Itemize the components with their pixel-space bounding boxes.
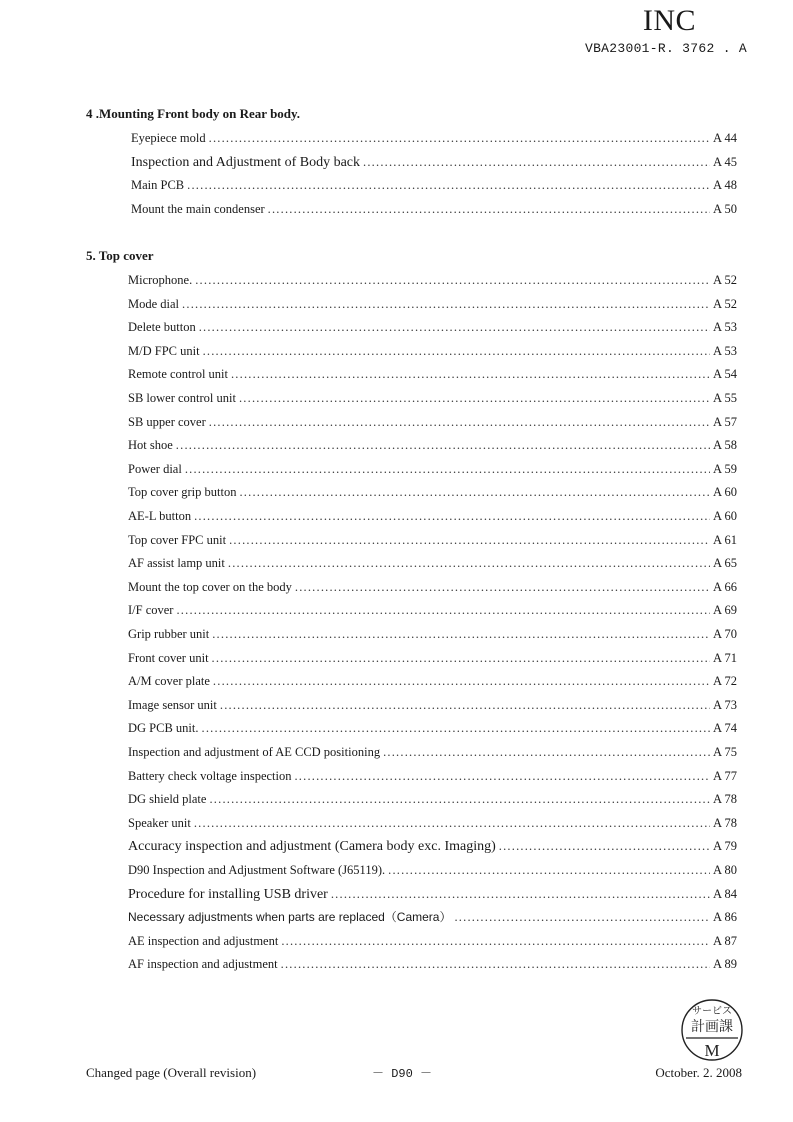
toc-entry-page: A 77 — [713, 769, 737, 783]
dot-leader — [194, 815, 710, 831]
toc-entry-title: Top cover FPC unit — [128, 533, 227, 547]
dot-leader — [203, 343, 710, 359]
toc-entry-title: I/F cover — [128, 603, 174, 617]
toc-entry-page: A 69 — [713, 603, 737, 617]
service-planning-stamp — [680, 998, 744, 1062]
toc-entry-title: Microphone. — [128, 273, 193, 287]
toc-entry-page: A 86 — [713, 910, 737, 924]
toc-entry-page: A 65 — [713, 556, 737, 570]
toc-entry[interactable] — [128, 862, 737, 878]
toc-entry[interactable] — [128, 532, 737, 548]
toc-entry-page: A 78 — [713, 816, 737, 830]
toc-entry-page: A 53 — [713, 344, 737, 358]
dot-leader — [176, 437, 710, 453]
toc-entry[interactable] — [128, 579, 737, 595]
dot-leader — [209, 791, 710, 807]
toc-entry[interactable] — [128, 296, 737, 312]
dot-leader — [231, 366, 710, 382]
toc-entry-title: Accuracy inspection and adjustment (Camera body exc. Imaging) — [128, 839, 496, 854]
toc-entry[interactable] — [128, 319, 737, 335]
toc-entry-page: A 70 — [713, 627, 737, 641]
toc-entry-title: M/D FPC unit — [128, 344, 200, 358]
dot-leader — [229, 532, 710, 548]
toc-entry-title: Main PCB — [131, 178, 185, 192]
toc-entry[interactable] — [131, 201, 737, 217]
toc-entry[interactable] — [128, 461, 737, 477]
dot-leader — [363, 154, 710, 170]
toc-entry-title: Inspection and Adjustment of Body back — [131, 155, 361, 170]
toc-entry-page: A 54 — [713, 367, 737, 381]
dot-leader — [209, 414, 710, 430]
toc-entry-page: A 71 — [713, 651, 737, 665]
toc-entry-title: Procedure for installing USB driver — [128, 887, 328, 902]
dot-leader — [187, 177, 710, 193]
toc-entry-page: A 61 — [713, 533, 737, 547]
toc-entry-title: Eyepiece mold — [131, 131, 206, 145]
dot-leader — [239, 484, 710, 500]
toc-entry-title: DG shield plate — [128, 792, 207, 806]
toc-entry[interactable] — [128, 626, 737, 642]
toc-entry[interactable] — [128, 555, 737, 571]
dot-leader — [185, 461, 710, 477]
toc-entry-page: A 89 — [713, 957, 737, 971]
dot-leader — [220, 697, 710, 713]
toc-entry[interactable] — [128, 791, 737, 807]
toc-entry[interactable] — [128, 697, 737, 713]
toc-entry-page: A 45 — [713, 155, 737, 169]
stamp-line-1: サービス — [692, 1006, 732, 1017]
dot-leader — [194, 508, 710, 524]
toc-entry-page: A 52 — [713, 297, 737, 311]
toc-entry[interactable] — [128, 272, 737, 288]
toc-entry-title: A/M cover plate — [128, 674, 210, 688]
toc-entry-page: A 55 — [713, 391, 737, 405]
toc-entry-page: A 52 — [713, 273, 737, 287]
stamp-line-2: 計画課 — [691, 1019, 733, 1035]
toc-entry[interactable] — [128, 815, 737, 831]
dot-leader — [209, 130, 710, 146]
toc-entry-title: Remote control unit — [128, 367, 228, 381]
toc-entry[interactable] — [128, 909, 737, 925]
toc-entry-page: A 75 — [713, 745, 737, 759]
dot-leader — [331, 886, 710, 902]
toc-entry[interactable] — [128, 602, 737, 618]
toc-entry-title: SB upper cover — [128, 415, 206, 429]
toc-entry-page: A 48 — [713, 178, 737, 192]
footer-revision-note: Changed page (Overall revision) — [86, 1065, 257, 1080]
toc-entry-page: A 80 — [713, 863, 737, 877]
toc-entry[interactable] — [128, 366, 737, 382]
toc-entry-title: Mount the top cover on the body — [128, 580, 292, 594]
toc-entry-title: AF inspection and adjustment — [128, 957, 278, 971]
dot-leader — [176, 602, 710, 618]
toc-entry-title: Battery check voltage inspection — [128, 769, 292, 783]
dot-leader — [388, 862, 710, 878]
toc-entry-title: D90 Inspection and Adjustment Software (J65119). — [128, 863, 386, 877]
toc-entry-title: AE-L button — [128, 509, 192, 523]
toc-entry-title: Speaker unit — [128, 816, 191, 830]
dot-leader — [212, 650, 710, 666]
toc-entry-title: Delete button — [128, 320, 196, 334]
dot-leader — [182, 296, 710, 312]
toc-entry-page: A 87 — [713, 934, 737, 948]
toc-entry-title: AF assist lamp unit — [128, 556, 225, 570]
toc-entry-title: Mode dial — [128, 297, 180, 311]
toc-entry-page: A 79 — [713, 839, 737, 853]
toc-entry[interactable] — [128, 933, 737, 949]
dot-leader — [454, 909, 710, 925]
section-heading-5: 5. Top cover — [86, 248, 154, 263]
toc-entry-title: Image sensor unit — [128, 698, 217, 712]
toc-entry[interactable] — [128, 838, 737, 854]
toc-entry[interactable] — [128, 886, 737, 902]
toc-entry-page: A 53 — [713, 320, 737, 334]
toc-entry-title: DG PCB unit. — [128, 721, 199, 735]
toc-entry[interactable] — [128, 768, 737, 784]
dot-leader — [281, 933, 710, 949]
toc-entry[interactable] — [131, 154, 737, 170]
toc-entry-title: Power dial — [128, 462, 182, 476]
toc-entry[interactable] — [131, 130, 737, 146]
toc-entry-title: Hot shoe — [128, 438, 173, 452]
toc-entry-page: A 72 — [713, 674, 737, 688]
dot-leader — [202, 720, 711, 736]
toc-entry-title: Top cover grip button — [128, 485, 237, 499]
toc-entry-title: Front cover unit — [128, 651, 209, 665]
toc-entry-page: A 78 — [713, 792, 737, 806]
dot-leader — [383, 744, 710, 760]
dot-leader — [213, 673, 710, 689]
toc-entry-title: AE inspection and adjustment — [128, 934, 279, 948]
dot-leader — [228, 555, 710, 571]
toc-entry-page: A 84 — [713, 887, 737, 901]
toc-entry[interactable] — [128, 437, 737, 453]
toc-entry[interactable] — [128, 508, 737, 524]
toc-entry-title: Necessary adjustments when parts are replaced（Camera） — [128, 910, 452, 924]
dot-leader — [268, 201, 710, 217]
dot-leader — [239, 390, 710, 406]
toc-entry[interactable] — [128, 343, 737, 359]
stamp-line-3: M — [704, 1041, 720, 1060]
toc-entry-page: A 73 — [713, 698, 737, 712]
dot-leader — [499, 838, 710, 854]
toc-entry-page: A 58 — [713, 438, 737, 452]
toc-entry[interactable] — [128, 650, 737, 666]
footer-date: October. 2. 2008 — [655, 1065, 742, 1080]
dot-leader — [295, 579, 710, 595]
company-name: INC — [642, 4, 696, 37]
toc-entry-page: A 59 — [713, 462, 737, 476]
toc-entry-title: Grip rubber unit — [128, 627, 210, 641]
toc-entry[interactable] — [128, 673, 737, 689]
dot-leader — [281, 956, 710, 972]
section-heading-4: 4 .Mounting Front body on Rear body. — [86, 106, 301, 121]
dot-leader — [212, 626, 710, 642]
toc-entry-title: Mount the main condenser — [131, 202, 265, 216]
toc-entry-page: A 74 — [713, 721, 737, 735]
toc-entry-title: SB lower control unit — [128, 391, 236, 405]
toc-entry[interactable] — [128, 744, 737, 760]
toc-entry[interactable] — [128, 414, 737, 430]
toc-entry-page: A 60 — [713, 485, 737, 499]
toc-entry[interactable] — [128, 484, 737, 500]
dot-leader — [199, 319, 710, 335]
toc-entry[interactable] — [128, 720, 737, 736]
footer-page-label: － D90 － — [372, 1067, 433, 1081]
toc-entry-page: A 57 — [713, 415, 737, 429]
toc-entry-page: A 50 — [713, 202, 737, 216]
dot-leader — [195, 272, 710, 288]
toc-entry[interactable] — [128, 390, 737, 406]
toc-entry[interactable] — [128, 956, 737, 972]
dot-leader — [294, 768, 710, 784]
toc-entry-page: A 66 — [713, 580, 737, 594]
document-number: VBA23001-R. 3762 . A — [584, 41, 747, 56]
toc-entry[interactable] — [131, 177, 737, 193]
toc-entry-page: A 44 — [713, 131, 737, 145]
toc-entry-title: Inspection and adjustment of AE CCD positioning — [128, 745, 381, 759]
toc-entry-page: A 60 — [713, 509, 737, 523]
